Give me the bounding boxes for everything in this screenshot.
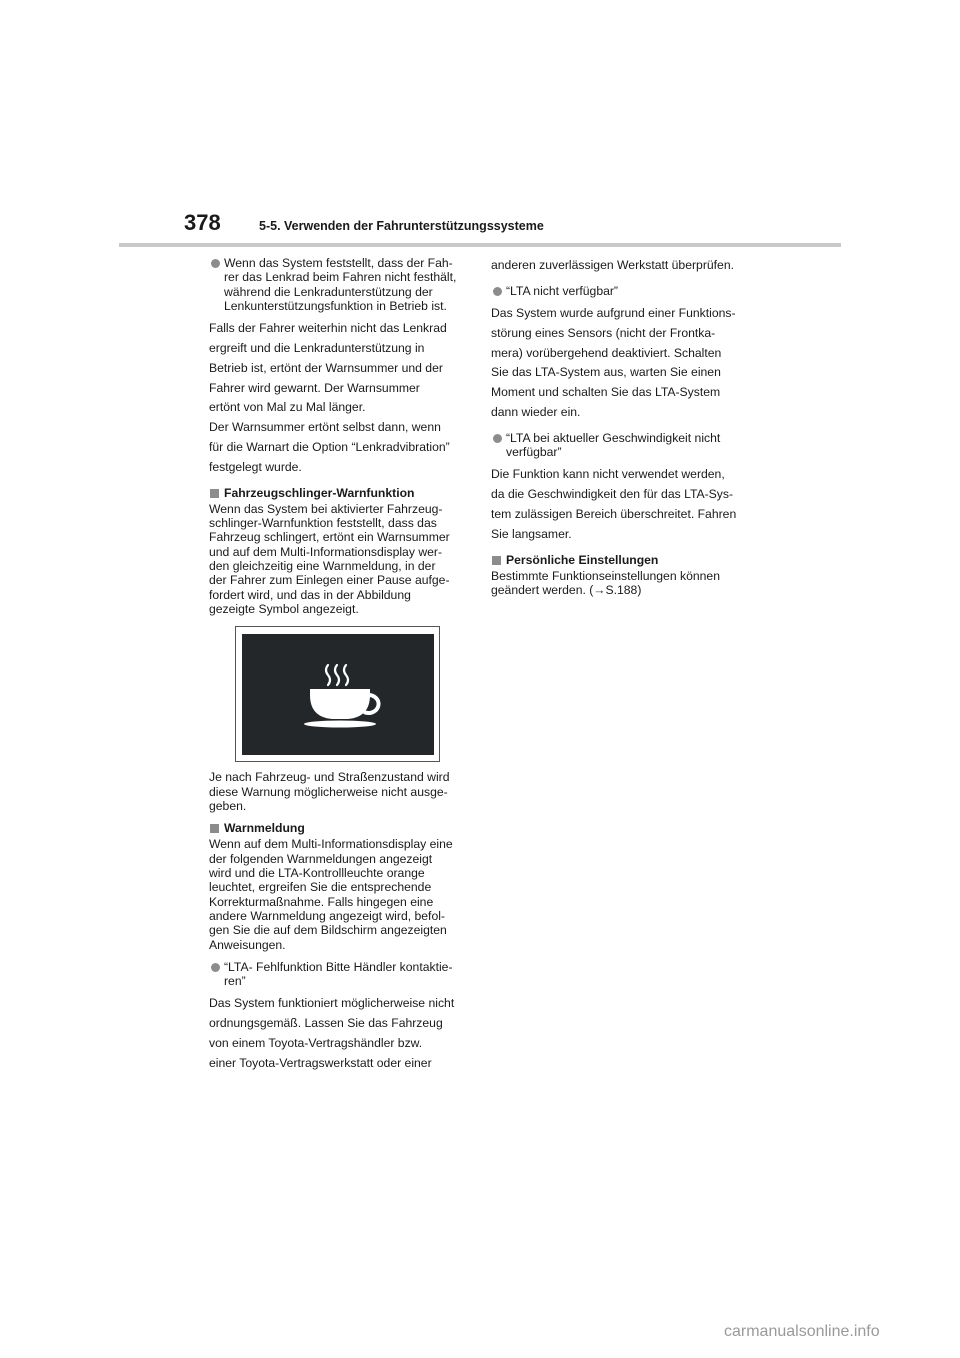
text-line: Moment und schalten Sie das LTA-System (491, 385, 721, 400)
header-rule (119, 243, 841, 247)
text-line: Bestimmte Funktionseinstellungen können (491, 568, 720, 583)
left-column (209, 256, 467, 1074)
footer-watermark: carmanualsonline.info (724, 1323, 880, 1340)
text-line: Lenkunterstützungsfunktion in Betrieb ist. (224, 298, 447, 313)
text-line: “LTA nicht verfügbar” (506, 283, 618, 298)
text-line: ordnungsgemäß. Lassen Sie das Fahrzeug (209, 1016, 443, 1031)
text-line: Falls der Fahrer weiterhin nicht das Lenkrad (209, 321, 447, 336)
text-line: für die Warnart die Option “Lenkradvibration” (209, 439, 450, 454)
text-line: tem zulässigen Bereich überschreitet. Fahren (491, 507, 737, 522)
text-line: und auf dem Multi-Informationsdisplay wer- (209, 544, 443, 559)
text-line: schlinger-Warnfunktion feststellt, dass das (209, 516, 437, 531)
heading-text: Fahrzeugschlinger-Warnfunktion (224, 485, 415, 500)
text-line: verfügbar” (506, 445, 562, 460)
heading-warning-message (209, 821, 467, 835)
text-line: diese Warnung möglicherweise nicht ausge- (209, 784, 448, 799)
text-line: den gleichzeitig eine Warnmeldung, in der (209, 559, 436, 574)
text-line: störung eines Sensors (nicht der Frontka- (491, 325, 716, 340)
bullet-speed-unavailable (491, 431, 749, 460)
heading-square-icon (492, 556, 501, 565)
page-number: 378 (184, 210, 221, 235)
text-line: Wenn auf dem Multi-Informationsdisplay eine (209, 837, 453, 852)
text-line: Wenn das System bei aktivierter Fahrzeug- (209, 501, 443, 516)
text-line: ergreift und die Lenkradunterstützung in (209, 340, 425, 355)
text-line: ren” (224, 974, 246, 989)
bullet-dot-icon (211, 963, 220, 972)
heading-text: Persönliche Einstellungen (506, 552, 659, 567)
coffee-cup-icon (242, 634, 434, 755)
text-line: Der Warnsummer ertönt selbst dann, wenn (209, 420, 441, 435)
text-line: da die Geschwindigkeit den für das LTA-Sys- (491, 487, 734, 502)
text-line: mera) vorübergehend deaktiviert. Schalten (491, 345, 722, 360)
heading-square-icon (210, 824, 219, 833)
text-line: gezeigte Symbol angezeigt. (209, 601, 359, 616)
bullet-text (224, 960, 467, 989)
paragraph-road-condition (209, 770, 467, 813)
display-screen (242, 634, 434, 755)
text-line: Betrieb ist, ertönt der Warnsummer und der (209, 360, 443, 375)
text-line: geben. (209, 798, 247, 813)
figure-coffee-cup (235, 626, 440, 762)
text-line: der folgenden Warnmeldungen angezeigt (209, 851, 433, 866)
text-line: wird und die LTA-Kontrollleuchte orange (209, 866, 425, 881)
text-line: Je nach Fahrzeug- und Straßenzustand wird (209, 770, 450, 785)
text-line: Die Funktion kann nicht verwendet werden, (491, 467, 725, 482)
heading-sway-warning (209, 486, 467, 500)
text-line: dann wieder ein. (491, 405, 581, 420)
text-line: einer Toyota-Vertragswerkstatt oder einer (209, 1055, 432, 1070)
bullet-lta-malfunction (209, 960, 467, 989)
text-line: fordert wird, und das in der Abbildung (209, 587, 411, 602)
text-line: ertönt von Mal zu Mal länger. (209, 400, 366, 415)
text-line: andere Warnmeldung angezeigt wird, befol- (209, 908, 445, 923)
heading-text: Warnmeldung (224, 821, 305, 836)
text-line: leuchtet, ergreifen Sie die entsprechende (209, 880, 432, 895)
paragraph-personal-settings (491, 569, 749, 598)
paragraph-continued (491, 256, 749, 276)
text-line: “LTA bei aktueller Geschwindigkeit nicht (506, 430, 721, 445)
text-line: Fahrzeug schlingert, ertönt ein Warnsummer (209, 530, 450, 545)
paragraph-speed-unavailable (491, 465, 749, 544)
text-line: Das System wurde aufgrund einer Funktions- (491, 306, 736, 321)
bullet-text (224, 256, 467, 313)
heading-personal-settings (491, 553, 749, 567)
paragraph-warning-buzzer (209, 319, 467, 477)
text-line: “LTA- Fehlfunktion Bitte Händler kontaktie- (224, 959, 453, 974)
text-line: anderen zuverlässigen Werkstatt überprüfen. (491, 258, 734, 272)
paragraph-lta-malfunction (209, 994, 467, 1073)
text-line: von einem Toyota-Vertragshändler bzw. (209, 1035, 423, 1050)
text-line: rer das Lenkrad beim Fahren nicht festhält, (224, 270, 457, 285)
bullet-dot-icon (211, 259, 220, 268)
text-line: Wenn das System feststellt, dass der Fah- (224, 256, 453, 270)
section-title: 5-5. Verwenden der Fahrunterstützungssysteme (259, 219, 544, 233)
text-line: Sie das LTA-System aus, warten Sie einen (491, 365, 721, 380)
text-line: geändert werden. (→S.188) (491, 583, 642, 598)
text-line: Das System funktioniert möglicherweise nicht (209, 996, 455, 1011)
bullet-dot-icon (493, 287, 502, 296)
heading-square-icon (210, 489, 219, 498)
bullet-text (506, 431, 749, 460)
text-line: Anweisungen. (209, 937, 286, 952)
text-line: Fahrer wird gewarnt. Der Warnsummer (209, 380, 420, 395)
text-line: Korrekturmaßnahme. Falls hingegen eine (209, 894, 434, 909)
paragraph-lta-unavailable (491, 304, 749, 423)
bullet-hands-off (209, 256, 467, 313)
text-line: Sie langsamer. (491, 526, 572, 541)
text-line: festgelegt wurde. (209, 459, 302, 474)
text-line: der Fahrer zum Einlegen einer Pause aufge- (209, 573, 450, 588)
text-line: während die Lenkradunterstützung der (224, 284, 433, 299)
right-column (491, 256, 749, 598)
paragraph-warning-message (209, 837, 467, 951)
bullet-text (506, 284, 749, 298)
bullet-lta-unavailable (491, 284, 749, 298)
text-line: gen Sie die auf dem Bildschirm angezeigten (209, 923, 447, 938)
bullet-dot-icon (493, 434, 502, 443)
paragraph-sway-warning (209, 502, 467, 616)
